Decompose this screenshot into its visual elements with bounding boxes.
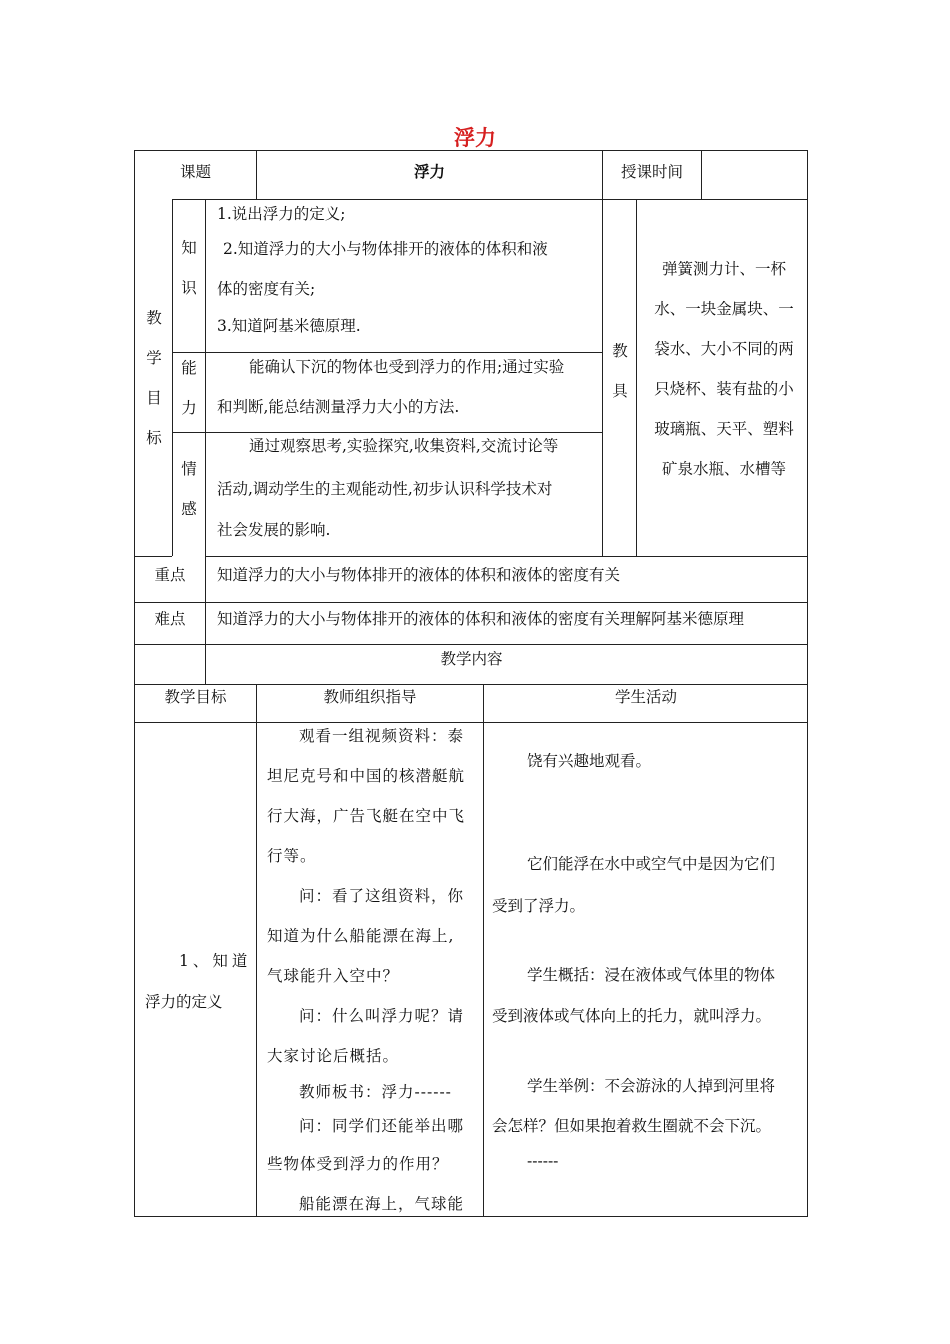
tools-line: 玻璃瓶、天平、塑料 [654, 420, 794, 438]
rule [172, 199, 808, 200]
teacher-line: 行等。 [267, 847, 317, 865]
vertical-label-char: 教 [612, 342, 628, 360]
time-label: 授课时间 [620, 163, 683, 181]
ability-label [177, 348, 201, 428]
teacher-guidance [267, 716, 479, 1224]
teacher-line: 教师板书：浮力------ [299, 1083, 452, 1101]
student-line: 饶有兴趣地观看。 [527, 752, 652, 770]
student-line: 会怎样？但如果抱着救生圈就不会下沉。 [492, 1117, 772, 1135]
vertical-label-char: 力 [181, 399, 197, 417]
knowledge-line: 体的密度有关; [217, 280, 316, 298]
teacher-line: 观看一组视频资料：泰 [299, 727, 465, 745]
lesson-plan-table [134, 150, 808, 1217]
rule [205, 199, 206, 602]
rule [172, 199, 173, 556]
rule [636, 199, 637, 556]
student-line: 学生概括：浸在液体或气体里的物体 [527, 966, 776, 984]
rule [135, 556, 172, 557]
knowledge-label [177, 228, 201, 308]
student-line: 受到液体或气体向上的托力，就叫浮力。 [492, 1007, 772, 1025]
rule [135, 644, 808, 645]
teacher-line: 气球能升入空中？ [267, 967, 400, 985]
vertical-label-char: 标 [146, 429, 162, 447]
tools-line: 水、一块金属块、一 [654, 300, 794, 318]
teacher-line: 问：什么叫浮力呢？请 [299, 1007, 465, 1025]
teacher-line: 问：同学们还能举出哪 [299, 1117, 465, 1135]
rule [135, 684, 808, 685]
teacher-line: 问：看了这组资料，你 [299, 887, 465, 905]
emotion-line: 通过观察思考,实验探究,收集资料,交流讨论等 [249, 437, 559, 455]
teacher-line: 知道为什么船能漂在海上, [267, 927, 455, 945]
vertical-label-char: 识 [181, 279, 197, 297]
vertical-label-char: 目 [146, 389, 162, 407]
ability-line: 能确认下沉的物体也受到浮力的作用;通过实验 [249, 358, 565, 376]
tools-line: 弹簧测力计、一杯 [661, 260, 786, 278]
rule [256, 684, 257, 1217]
rule [205, 602, 206, 684]
vertical-label-char: 情 [181, 460, 197, 478]
tools-line: 只烧杯、装有盐的小 [654, 380, 794, 398]
vertical-label-char: 教 [146, 309, 162, 327]
col-header-teacher: 教师组织指导 [323, 688, 417, 706]
goal-line: 浮力的定义 [145, 993, 223, 1011]
rule [135, 602, 808, 603]
rule [172, 352, 602, 353]
col-header-student: 学生活动 [614, 688, 677, 706]
ability-line: 和判断,能总结测量浮力大小的方法. [217, 398, 460, 416]
topic-value: 浮力 [413, 162, 445, 181]
student-line: 受到了浮力。 [492, 897, 586, 915]
knowledge-line: 1.说出浮力的定义; [217, 205, 346, 223]
topic-label: 课题 [179, 163, 211, 181]
key-point-label: 重点 [154, 566, 186, 584]
emotion-line: 活动,调动学生的主观能动性,初步认识科学技术对 [217, 480, 553, 498]
rule [172, 432, 602, 433]
teacher-line: 大家讨论后概括。 [267, 1047, 400, 1065]
vertical-label-char: 具 [612, 382, 628, 400]
document-title: 浮力 [454, 126, 496, 150]
vertical-label-char: 感 [181, 500, 197, 518]
student-line: 它们能浮在水中或空气中是因为它们 [527, 855, 776, 873]
vertical-label-char: 能 [181, 359, 197, 377]
tools-line: 袋水、大小不同的两 [654, 340, 794, 358]
knowledge-line: 3.知道阿基米德原理. [217, 317, 361, 335]
tools-label [608, 331, 632, 411]
rule [701, 151, 702, 199]
key-point-text: 知道浮力的大小与物体排开的液体的体积和液体的密度有关 [217, 566, 621, 584]
knowledge-line: 2.知道浮力的大小与物体排开的液体的体积和液 [223, 240, 548, 258]
col-header-goal: 教学目标 [164, 688, 227, 706]
difficulty-text: 知道浮力的大小与物体排开的液体的体积和液体的密度有关理解阿基米德原理 [217, 610, 745, 628]
student-line: ------ [527, 1152, 559, 1170]
goal-line: 1、知道 [179, 952, 252, 970]
rule [483, 684, 484, 1217]
difficulty-label: 难点 [154, 610, 186, 628]
content-heading: 教学内容 [440, 650, 503, 668]
tools-line: 矿泉水瓶、水槽等 [661, 460, 786, 478]
emotion-line: 社会发展的影响. [217, 521, 331, 539]
vertical-label-char: 学 [146, 349, 162, 367]
teacher-line: 行大海，广告飞艇在空中飞 [267, 807, 466, 825]
teacher-line: 些物体受到浮力的作用？ [267, 1155, 449, 1173]
objectives-label [142, 298, 166, 458]
tools-list [643, 249, 805, 489]
vertical-label-char: 知 [181, 239, 197, 257]
emotion-label [177, 449, 201, 529]
student-line: 学生举例：不会游泳的人掉到河里将 [527, 1077, 776, 1095]
rule [205, 556, 808, 557]
teacher-line: 坦尼克号和中国的核潜艇航 [267, 767, 466, 785]
teacher-line: 船能漂在海上，气球能 [299, 1195, 465, 1213]
rule [602, 199, 603, 556]
